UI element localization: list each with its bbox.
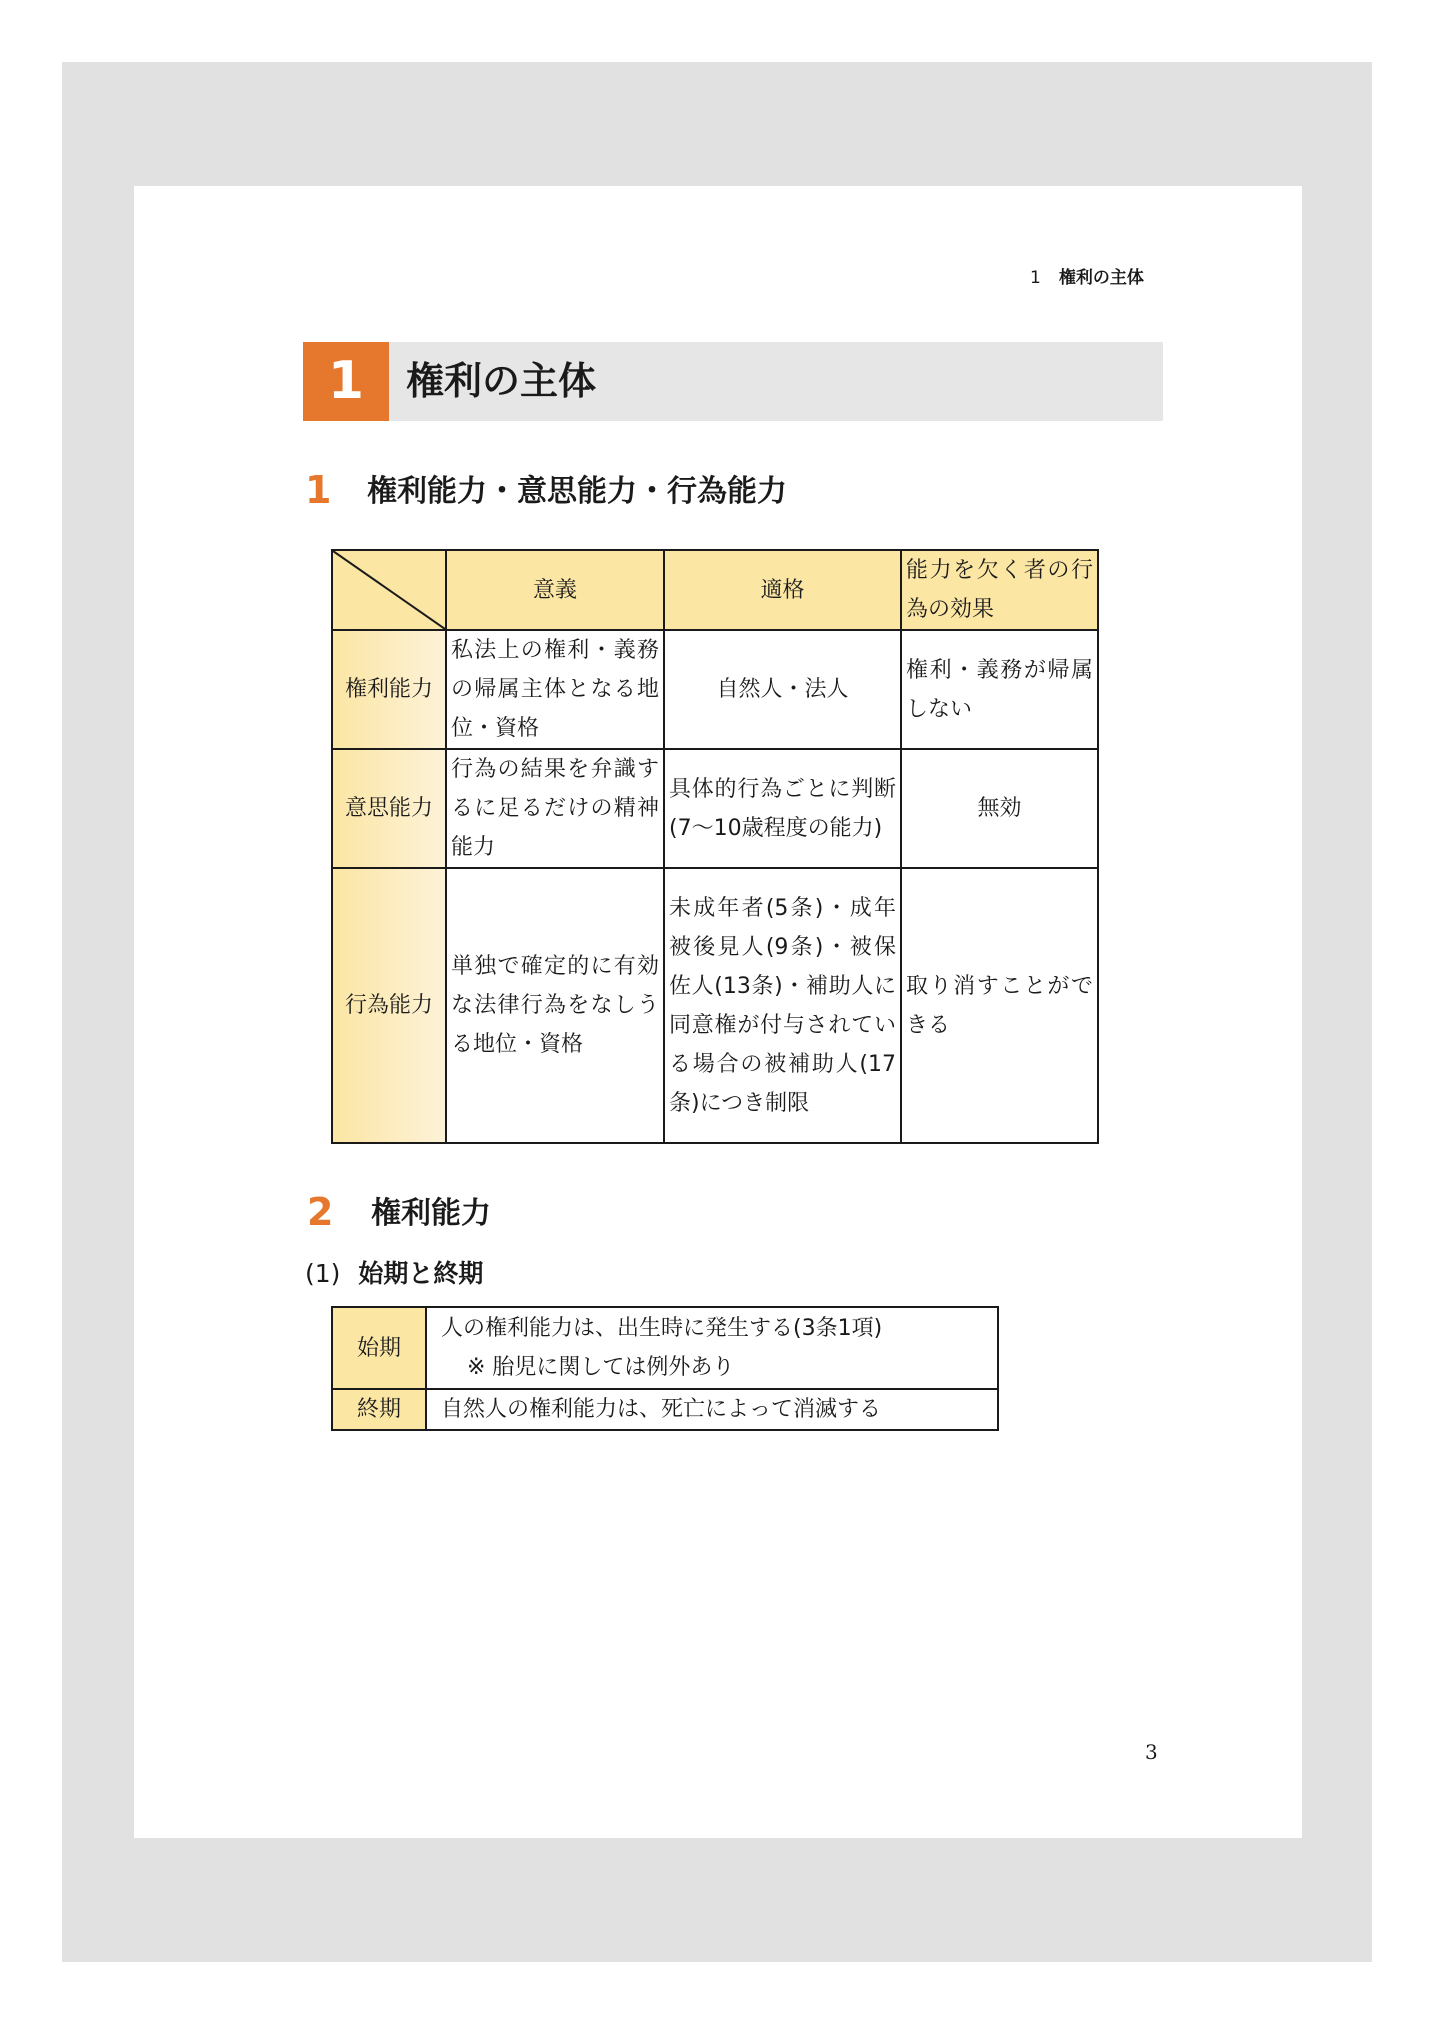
row-meaning: 行為の結果を弁識するに足るだけの精神能力 xyxy=(446,749,664,868)
subsection-title: 始期と終期 xyxy=(358,1259,484,1288)
row-effect: 取り消すことができる xyxy=(901,868,1098,1143)
start-note: ※ 胎児に関しては例外あり xyxy=(467,1355,735,1380)
header-meaning: 意義 xyxy=(446,550,664,630)
page-number: 3 xyxy=(1145,1740,1158,1764)
running-head xyxy=(1030,263,1144,288)
table-row xyxy=(332,868,1098,1143)
period-table xyxy=(331,1306,999,1431)
table-row xyxy=(332,1389,998,1430)
row-effect: 権利・義務が帰属しない xyxy=(901,630,1098,749)
row-text xyxy=(426,1307,998,1389)
table-row xyxy=(332,749,1098,868)
section-1-number: 1 xyxy=(305,468,332,512)
row-meaning: 単独で確定的に有効な法律行為をなしうる地位・資格 xyxy=(446,868,664,1143)
section-2-title: 権利能力 xyxy=(371,1196,491,1231)
section-2-number: 2 xyxy=(307,1190,334,1234)
subsection-heading xyxy=(305,1257,483,1291)
running-head-title: 権利の主体 xyxy=(1058,268,1144,288)
table-header-row xyxy=(332,550,1098,630)
chapter-title: 権利の主体 xyxy=(406,359,597,403)
row-effect: 無効 xyxy=(901,749,1098,868)
capacity-table xyxy=(331,549,1099,1144)
start-text: 人の権利能力は、出生時に発生する(3条1項) xyxy=(441,1316,883,1341)
row-eligibility: 自然人・法人 xyxy=(664,630,901,749)
diagonal-header-cell xyxy=(332,550,446,630)
section-1-title: 権利能力・意思能力・行為能力 xyxy=(367,474,787,509)
header-eligibility: 適格 xyxy=(664,550,901,630)
row-label: 始期 xyxy=(332,1307,426,1389)
chapter-number: 1 xyxy=(303,342,389,421)
row-label: 終期 xyxy=(332,1389,426,1430)
row-meaning: 私法上の権利・義務の帰属主体となる地位・資格 xyxy=(446,630,664,749)
row-eligibility: 未成年者(5条)・成年被後見人(9条)・被保佐人(13条)・補助人に同意権が付与されている場合の被補助人(17条)につき制限 xyxy=(664,868,901,1143)
row-text: 自然人の権利能力は、死亡によって消滅する xyxy=(426,1389,998,1430)
table-row xyxy=(332,1307,998,1389)
table-row xyxy=(332,630,1098,749)
row-label: 意思能力 xyxy=(332,749,446,868)
running-head-number: 1 xyxy=(1030,268,1041,288)
row-label: 権利能力 xyxy=(332,630,446,749)
row-label: 行為能力 xyxy=(332,868,446,1143)
subsection-number: (1) xyxy=(305,1259,341,1288)
header-effect: 能力を欠く者の行為の効果 xyxy=(901,550,1098,630)
row-eligibility: 具体的行為ごとに判断(7〜10歳程度の能力) xyxy=(664,749,901,868)
